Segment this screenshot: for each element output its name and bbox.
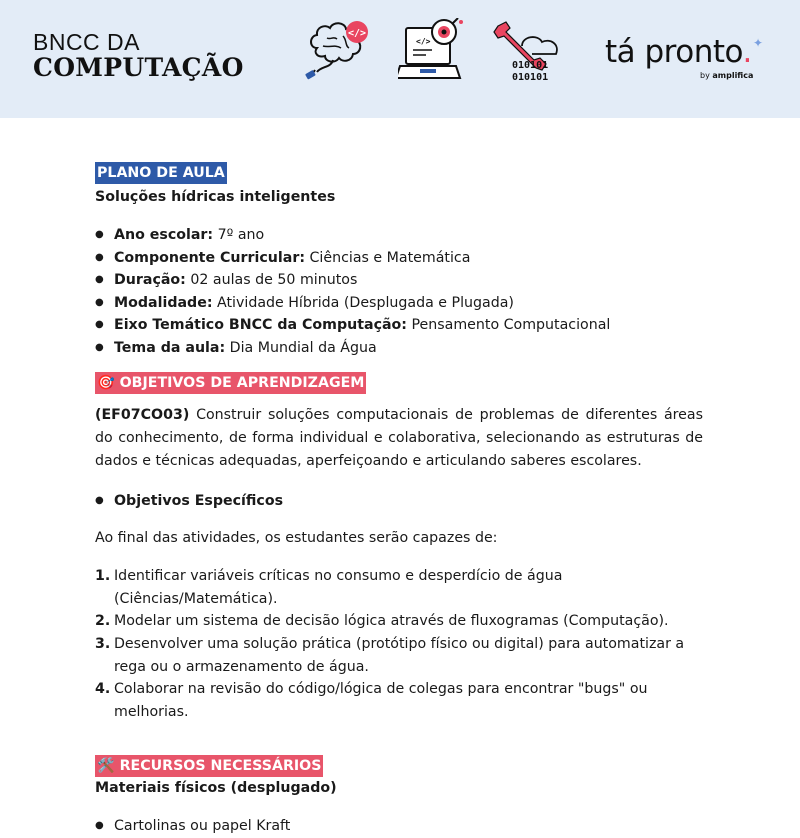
- lesson-title: Soluções hídricas inteligentes: [95, 189, 336, 205]
- specific-objectives-heading: ● Objetivos Específicos: [95, 490, 703, 513]
- svg-text:010101: 010101: [512, 72, 549, 83]
- detail-item: ● Modalidade: Atividade Híbrida (Desplugada e Plugada): [95, 292, 703, 315]
- sparkle-icon: ✦: [753, 36, 764, 50]
- detail-item: ● Duração: 02 aulas de 50 minutos: [95, 269, 703, 292]
- svg-text:010101: 010101: [512, 60, 549, 71]
- brand-line-1: BNCC DA: [33, 29, 141, 55]
- detail-item: ● Ano escolar: 7º ano: [95, 224, 703, 247]
- code-glyph: </>: [347, 28, 367, 39]
- objectives-intro: Ao final das atividades, os estudantes serão capazes de:: [95, 530, 498, 547]
- objectives-list: [95, 565, 703, 723]
- detail-item: ● Eixo Temático BNCC da Computação: Pensamento Computacional: [95, 314, 703, 337]
- brain-plug-icon: [303, 18, 375, 82]
- lesson-details-list: [95, 224, 703, 360]
- resources-subtitle: Materiais físicos (desplugado): [95, 780, 337, 797]
- resources-section-tag: 🛠️ RECURSOS NECESSÁRIOS: [95, 755, 323, 777]
- objective-item: 4. Colaborar na revisão do código/lógica de colegas para encontrar "bugs" ou melhorias.: [95, 681, 648, 720]
- svg-text:</>: </>: [416, 37, 431, 46]
- objectives-section-tag: 🎯 OBJETIVOS DE APRENDIZAGEM: [95, 372, 366, 394]
- objective-item: 3. Desenvolver uma solução prática (protótipo físico ou digital) para automatizar a rega ou o armazenamento de água.: [95, 635, 685, 675]
- logo-byline: by amplifica: [700, 71, 754, 80]
- ta-pronto-logo: [605, 34, 764, 80]
- bncc-code: (EF07CO03): [95, 406, 190, 423]
- lesson-plan-content: [95, 162, 703, 838]
- objective-item: 1. Identificar variáveis críticas no consumo e desperdício de água (Ciências/Matemática).: [95, 568, 563, 607]
- wrench-binary-icon: [492, 18, 566, 86]
- logo-wordmark: tá pronto: [605, 34, 743, 70]
- detail-item: ● Tema da aula: Dia Mundial da Água: [95, 337, 703, 360]
- objective-item: 2. Modelar um sistema de decisão lógica através de fluxogramas (Computação).: [95, 613, 669, 630]
- detail-item: ● Componente Curricular: Ciências e Matemática: [95, 247, 703, 270]
- objective-paragraph: (EF07CO03) Construir soluções computacionais de problemas de diferentes áreas do conhecimento, de forma individual e colaborativa, selecionando as estruturas de dados e técnicas adequadas, aperfeiçoando e articulando saberes escolares.: [95, 406, 703, 469]
- resources-list: [95, 815, 703, 838]
- laptop-eye-icon: [398, 18, 470, 86]
- bncc-brand-logo: [33, 30, 244, 82]
- brand-line-2: COMPUTAÇÃO: [33, 53, 244, 82]
- resource-item: ● Cartolinas ou papel Kraft: [95, 815, 703, 838]
- plan-section-tag: PLANO DE AULA: [95, 162, 227, 184]
- page-header: [0, 0, 800, 118]
- logo-dot: .: [742, 34, 752, 70]
